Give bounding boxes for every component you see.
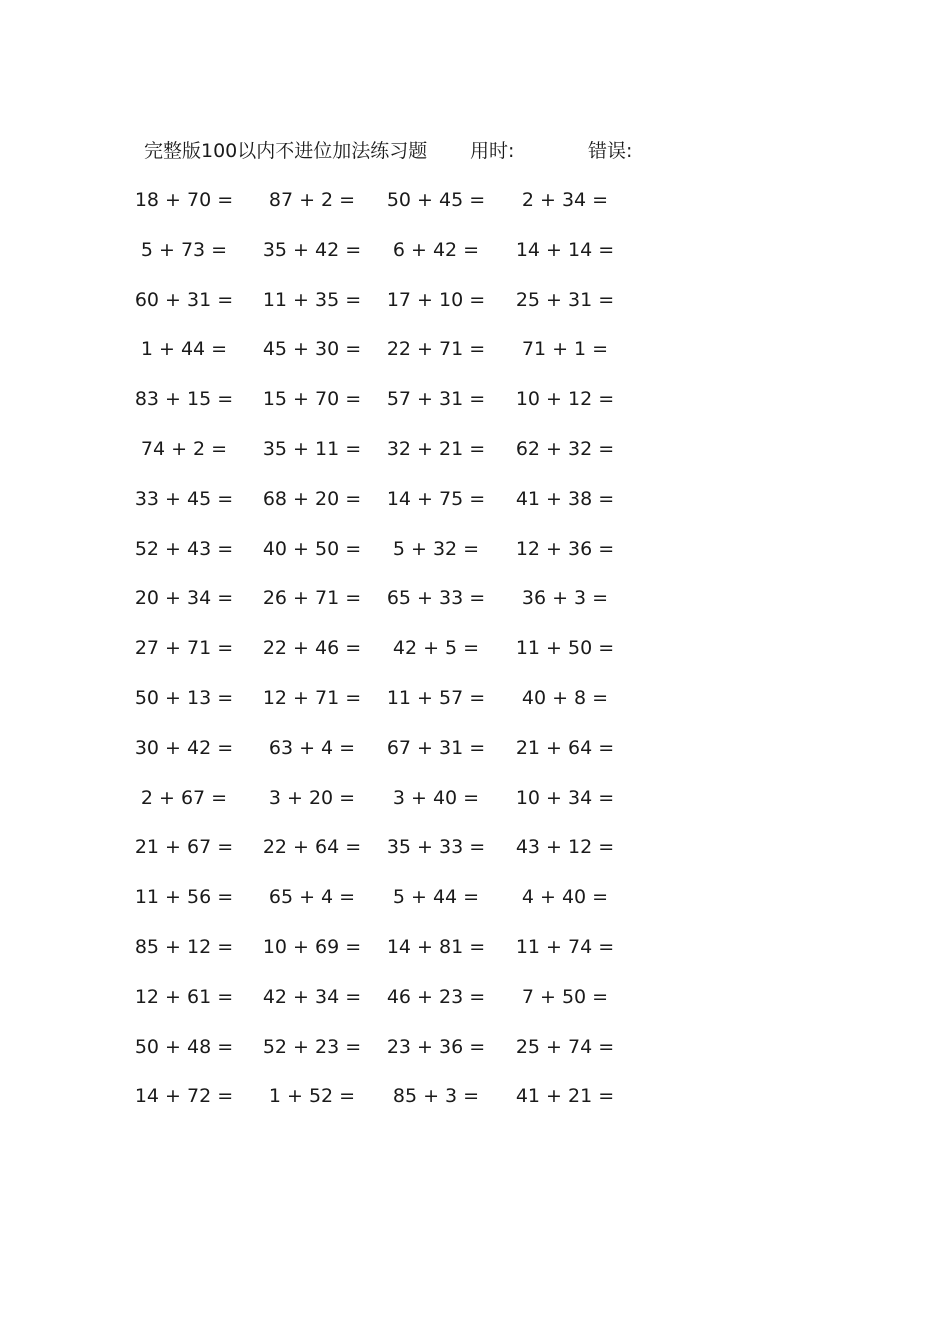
addition-problem: 5 + 32 = bbox=[392, 537, 480, 560]
problem-row bbox=[0, 982, 950, 1032]
addition-problem: 60 + 31 = bbox=[134, 288, 234, 311]
problem-row bbox=[0, 832, 950, 882]
addition-problem: 22 + 64 = bbox=[262, 836, 362, 859]
problem-row bbox=[0, 683, 950, 733]
addition-problem: 46 + 23 = bbox=[386, 985, 486, 1008]
addition-problem: 5 + 44 = bbox=[392, 886, 480, 909]
addition-problem: 41 + 38 = bbox=[515, 487, 615, 510]
addition-problem: 11 + 56 = bbox=[134, 886, 234, 909]
problem-grid bbox=[0, 185, 950, 1131]
addition-problem: 40 + 50 = bbox=[262, 537, 362, 560]
addition-problem: 50 + 13 = bbox=[134, 686, 234, 709]
worksheet-title: 完整版100以内不进位加法练习题 bbox=[144, 140, 428, 162]
addition-problem: 17 + 10 = bbox=[386, 288, 486, 311]
addition-problem: 25 + 31 = bbox=[515, 288, 615, 311]
addition-problem: 22 + 46 = bbox=[262, 637, 362, 660]
problem-row bbox=[0, 633, 950, 683]
addition-problem: 18 + 70 = bbox=[134, 189, 234, 211]
addition-problem: 11 + 57 = bbox=[386, 686, 486, 709]
addition-problem: 11 + 74 = bbox=[515, 935, 615, 958]
addition-problem: 87 + 2 = bbox=[268, 189, 356, 211]
addition-problem: 21 + 64 = bbox=[515, 736, 615, 759]
addition-problem: 67 + 31 = bbox=[386, 736, 486, 759]
addition-problem: 12 + 71 = bbox=[262, 686, 362, 709]
addition-problem: 14 + 14 = bbox=[515, 238, 615, 261]
addition-problem: 3 + 40 = bbox=[392, 786, 480, 809]
addition-problem: 5 + 73 = bbox=[140, 238, 228, 261]
addition-problem: 85 + 3 = bbox=[392, 1085, 480, 1108]
addition-problem: 65 + 33 = bbox=[386, 587, 486, 610]
addition-problem: 74 + 2 = bbox=[140, 437, 228, 460]
error-label: 错误: bbox=[588, 140, 633, 162]
addition-problem: 20 + 34 = bbox=[134, 587, 234, 610]
problem-row bbox=[0, 1081, 950, 1131]
addition-problem: 43 + 12 = bbox=[515, 836, 615, 859]
addition-problem: 12 + 61 = bbox=[134, 985, 234, 1008]
addition-problem: 42 + 5 = bbox=[392, 637, 480, 660]
addition-problem: 11 + 35 = bbox=[262, 288, 362, 311]
addition-problem: 83 + 15 = bbox=[134, 388, 234, 411]
addition-problem: 25 + 74 = bbox=[515, 1035, 615, 1058]
addition-problem: 7 + 50 = bbox=[521, 985, 609, 1008]
addition-problem: 71 + 1 = bbox=[521, 338, 609, 361]
addition-problem: 10 + 69 = bbox=[262, 935, 362, 958]
addition-problem: 45 + 30 = bbox=[262, 338, 362, 361]
addition-problem: 2 + 34 = bbox=[521, 189, 609, 211]
addition-problem: 50 + 45 = bbox=[386, 189, 486, 211]
problem-row bbox=[0, 235, 950, 285]
time-label: 用时: bbox=[470, 140, 515, 162]
addition-problem: 63 + 4 = bbox=[268, 736, 356, 759]
addition-problem: 35 + 42 = bbox=[262, 238, 362, 261]
addition-problem: 2 + 67 = bbox=[140, 786, 228, 809]
problem-row bbox=[0, 783, 950, 833]
addition-problem: 68 + 20 = bbox=[262, 487, 362, 510]
addition-problem: 4 + 40 = bbox=[521, 886, 609, 909]
addition-problem: 40 + 8 = bbox=[521, 686, 609, 709]
problem-row bbox=[0, 882, 950, 932]
addition-problem: 10 + 34 = bbox=[515, 786, 615, 809]
addition-problem: 14 + 72 = bbox=[134, 1085, 234, 1108]
addition-problem: 6 + 42 = bbox=[392, 238, 480, 261]
problem-row bbox=[0, 583, 950, 633]
addition-problem: 32 + 21 = bbox=[386, 437, 486, 460]
addition-problem: 52 + 43 = bbox=[134, 537, 234, 560]
addition-problem: 23 + 36 = bbox=[386, 1035, 486, 1058]
addition-problem: 85 + 12 = bbox=[134, 935, 234, 958]
addition-problem: 26 + 71 = bbox=[262, 587, 362, 610]
addition-problem: 33 + 45 = bbox=[134, 487, 234, 510]
problem-row bbox=[0, 334, 950, 384]
addition-problem: 57 + 31 = bbox=[386, 388, 486, 411]
addition-problem: 65 + 4 = bbox=[268, 886, 356, 909]
addition-problem: 14 + 81 = bbox=[386, 935, 486, 958]
addition-problem: 41 + 21 = bbox=[515, 1085, 615, 1108]
addition-problem: 1 + 52 = bbox=[268, 1085, 356, 1108]
addition-problem: 3 + 20 = bbox=[268, 786, 356, 809]
problem-row bbox=[0, 484, 950, 534]
addition-problem: 21 + 67 = bbox=[134, 836, 234, 859]
problem-row bbox=[0, 733, 950, 783]
addition-problem: 27 + 71 = bbox=[134, 637, 234, 660]
addition-problem: 30 + 42 = bbox=[134, 736, 234, 759]
addition-problem: 62 + 32 = bbox=[515, 437, 615, 460]
addition-problem: 50 + 48 = bbox=[134, 1035, 234, 1058]
addition-problem: 35 + 33 = bbox=[386, 836, 486, 859]
problem-row bbox=[0, 1032, 950, 1082]
addition-problem: 1 + 44 = bbox=[140, 338, 228, 361]
addition-problem: 14 + 75 = bbox=[386, 487, 486, 510]
addition-problem: 52 + 23 = bbox=[262, 1035, 362, 1058]
problem-row bbox=[0, 384, 950, 434]
problem-row bbox=[0, 534, 950, 584]
problem-row bbox=[0, 185, 950, 235]
addition-problem: 22 + 71 = bbox=[386, 338, 486, 361]
addition-problem: 11 + 50 = bbox=[515, 637, 615, 660]
addition-problem: 10 + 12 = bbox=[515, 388, 615, 411]
addition-problem: 36 + 3 = bbox=[521, 587, 609, 610]
addition-problem: 35 + 11 = bbox=[262, 437, 362, 460]
addition-problem: 12 + 36 = bbox=[515, 537, 615, 560]
worksheet-header bbox=[0, 136, 950, 166]
problem-row bbox=[0, 434, 950, 484]
addition-problem: 15 + 70 = bbox=[262, 388, 362, 411]
problem-row bbox=[0, 932, 950, 982]
problem-row bbox=[0, 285, 950, 335]
addition-problem: 42 + 34 = bbox=[262, 985, 362, 1008]
